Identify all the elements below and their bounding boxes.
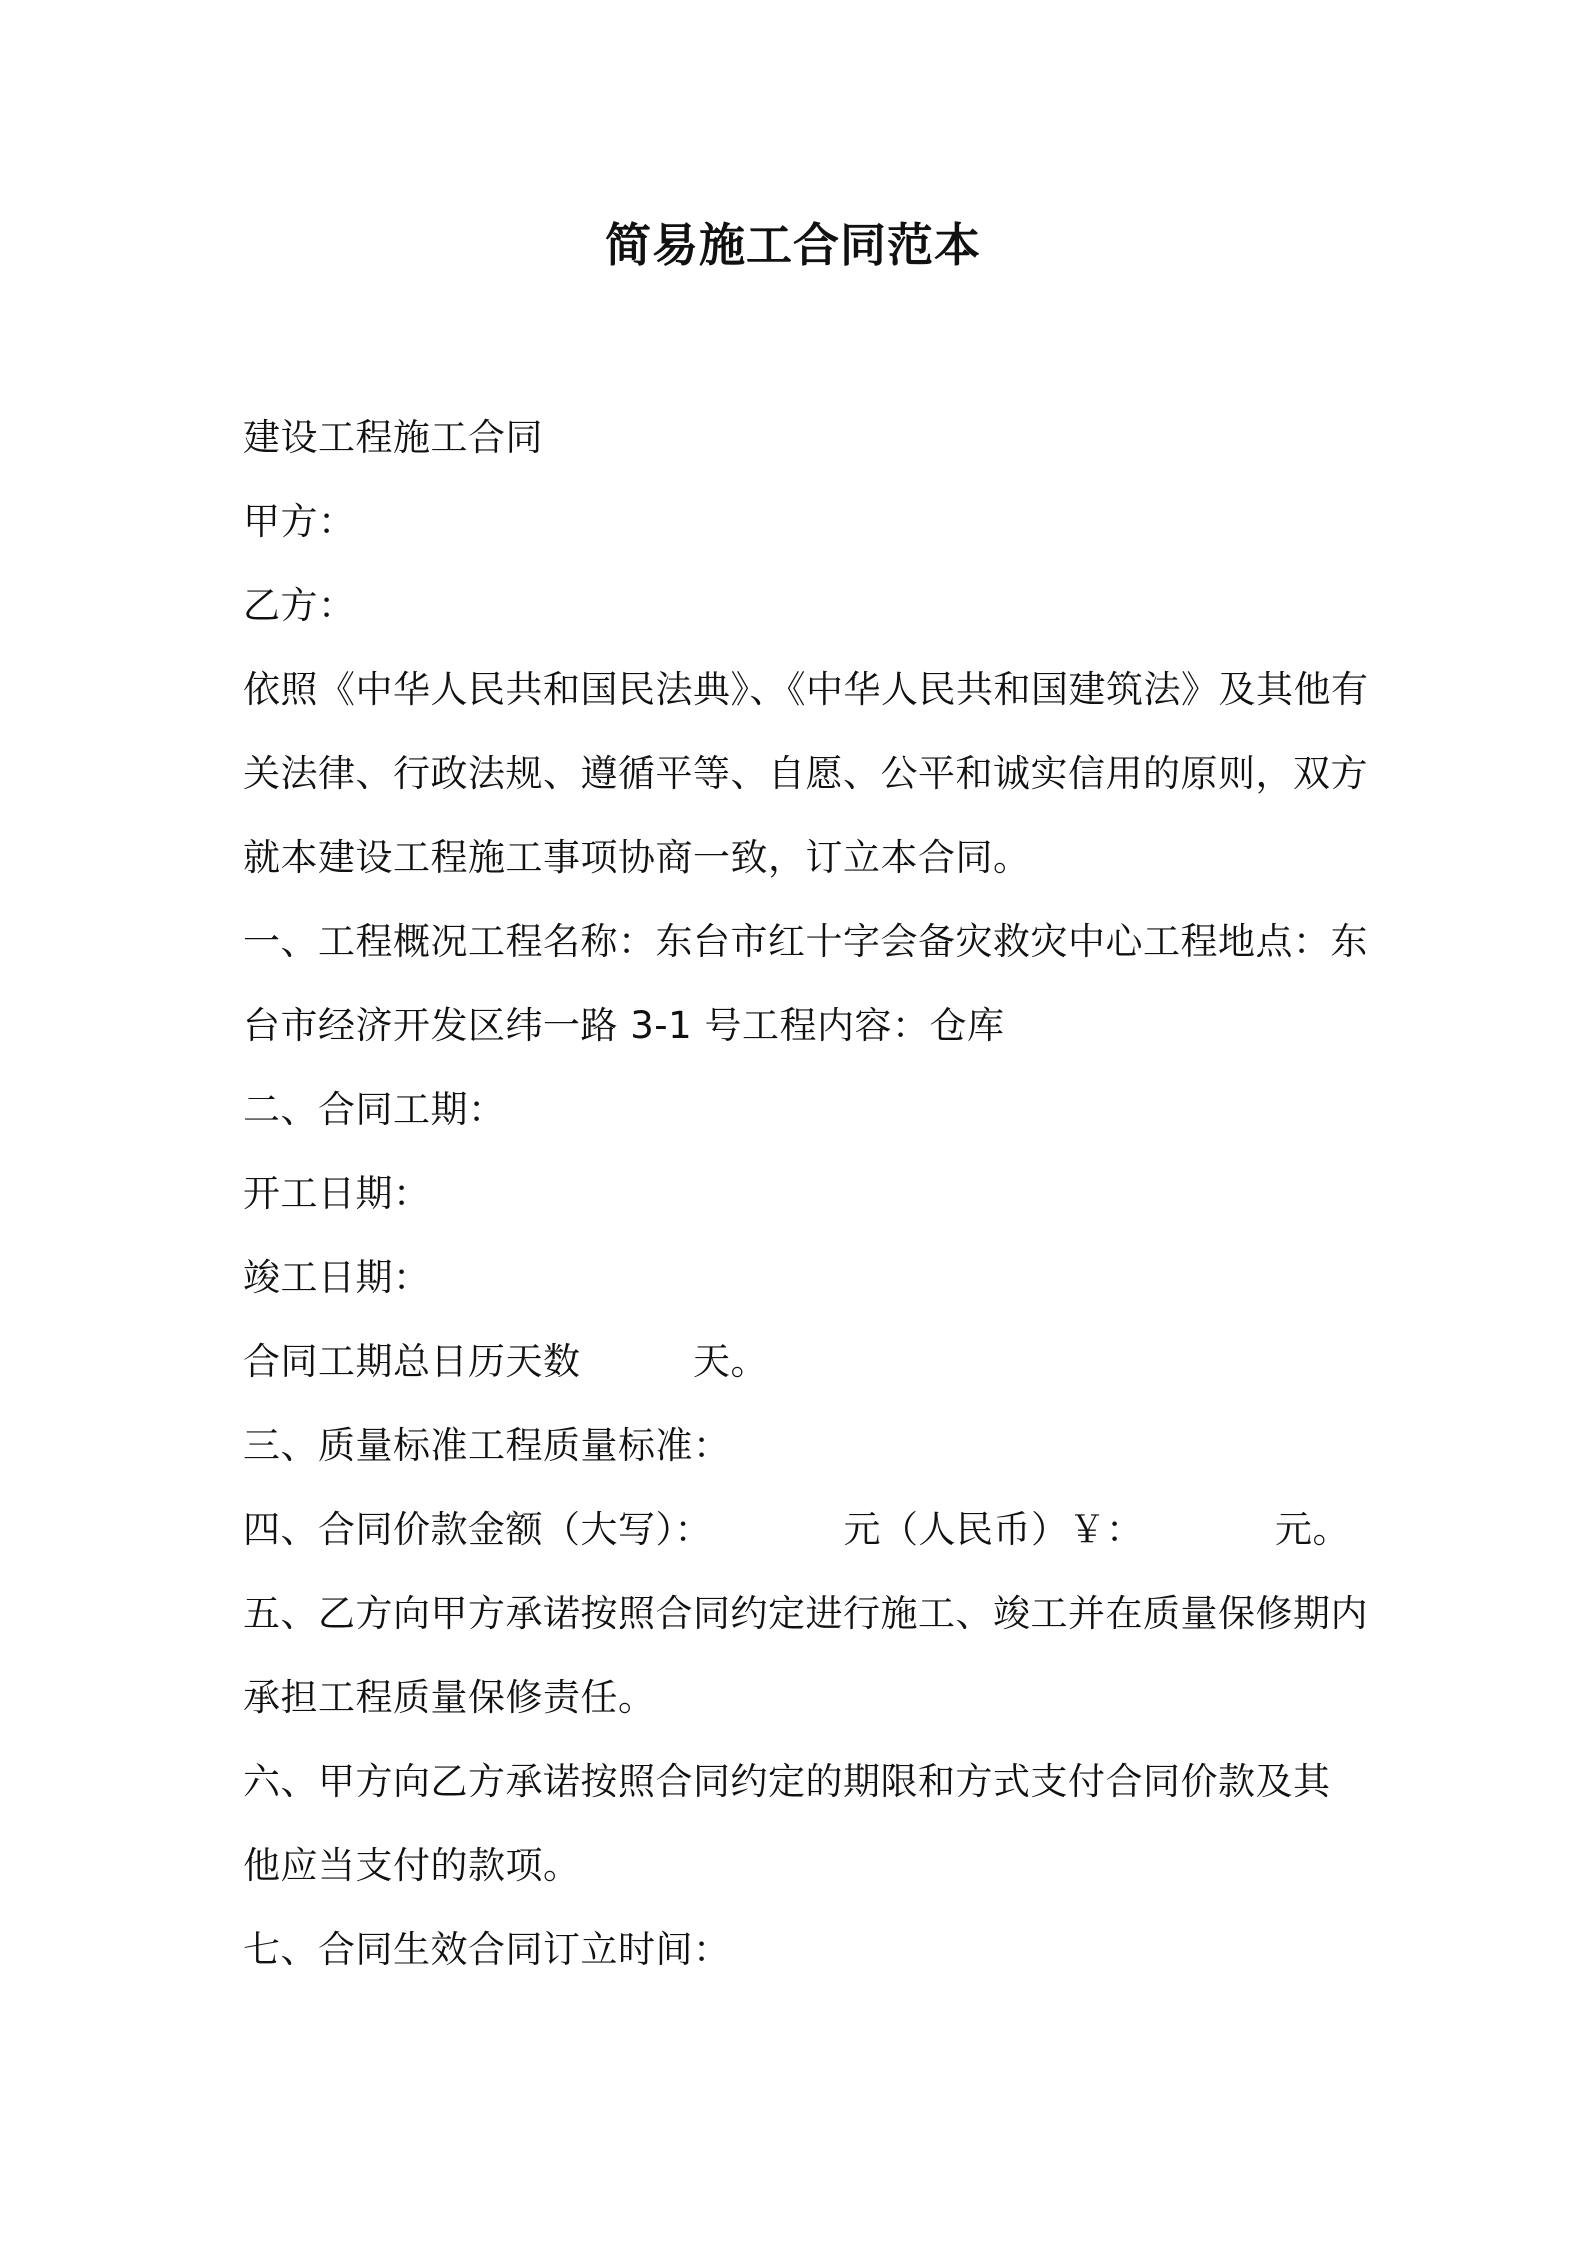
clause-7-line: 七、合同生效合同订立时间：: [243, 1928, 731, 1971]
preamble-line-2: 关法律、行政法规、遵循平等、自愿、公平和诚实信用的原则，双方: [243, 752, 1368, 795]
clause-6-line-1: 六、甲方向乙方承诺按照合同约定的期限和方式支付合同价款及其: [243, 1760, 1331, 1803]
clause-4-line: 四、合同价款金额（大写）： 元（人民币）￥： 元。: [243, 1508, 1350, 1551]
clause-5-line-2: 承担工程质量保修责任。: [243, 1676, 656, 1719]
preamble-line-1: 依照《中华人民共和国民法典》、《中华人民共和国建筑法》及其他有: [243, 668, 1369, 711]
document-title: 简易施工合同范本: [605, 218, 981, 272]
completion-date-line: 竣工日期：: [243, 1256, 431, 1299]
clause-1-line-2: 台市经济开发区纬一路 3-1 号工程内容：仓库: [243, 1004, 1005, 1047]
clause-3-line: 三、质量标准工程质量标准：: [243, 1424, 731, 1467]
party-a-line: 甲方：: [243, 500, 356, 543]
party-b-line: 乙方：: [243, 584, 356, 627]
total-days-line: 合同工期总日历天数 天。: [243, 1340, 768, 1383]
clause-5-line-1: 五、乙方向甲方承诺按照合同约定进行施工、竣工并在质量保修期内: [243, 1592, 1368, 1635]
preamble-line-3: 就本建设工程施工事项协商一致，订立本合同。: [243, 836, 1031, 879]
contract-heading: 建设工程施工合同: [243, 416, 543, 459]
clause-2-heading: 二、合同工期：: [243, 1088, 506, 1131]
clause-6-line-2: 他应当支付的款项。: [243, 1844, 581, 1887]
start-date-line: 开工日期：: [243, 1172, 431, 1215]
clause-1-line-1: 一、工程概况工程名称：东台市红十字会备灾救灾中心工程地点：东: [243, 920, 1368, 963]
